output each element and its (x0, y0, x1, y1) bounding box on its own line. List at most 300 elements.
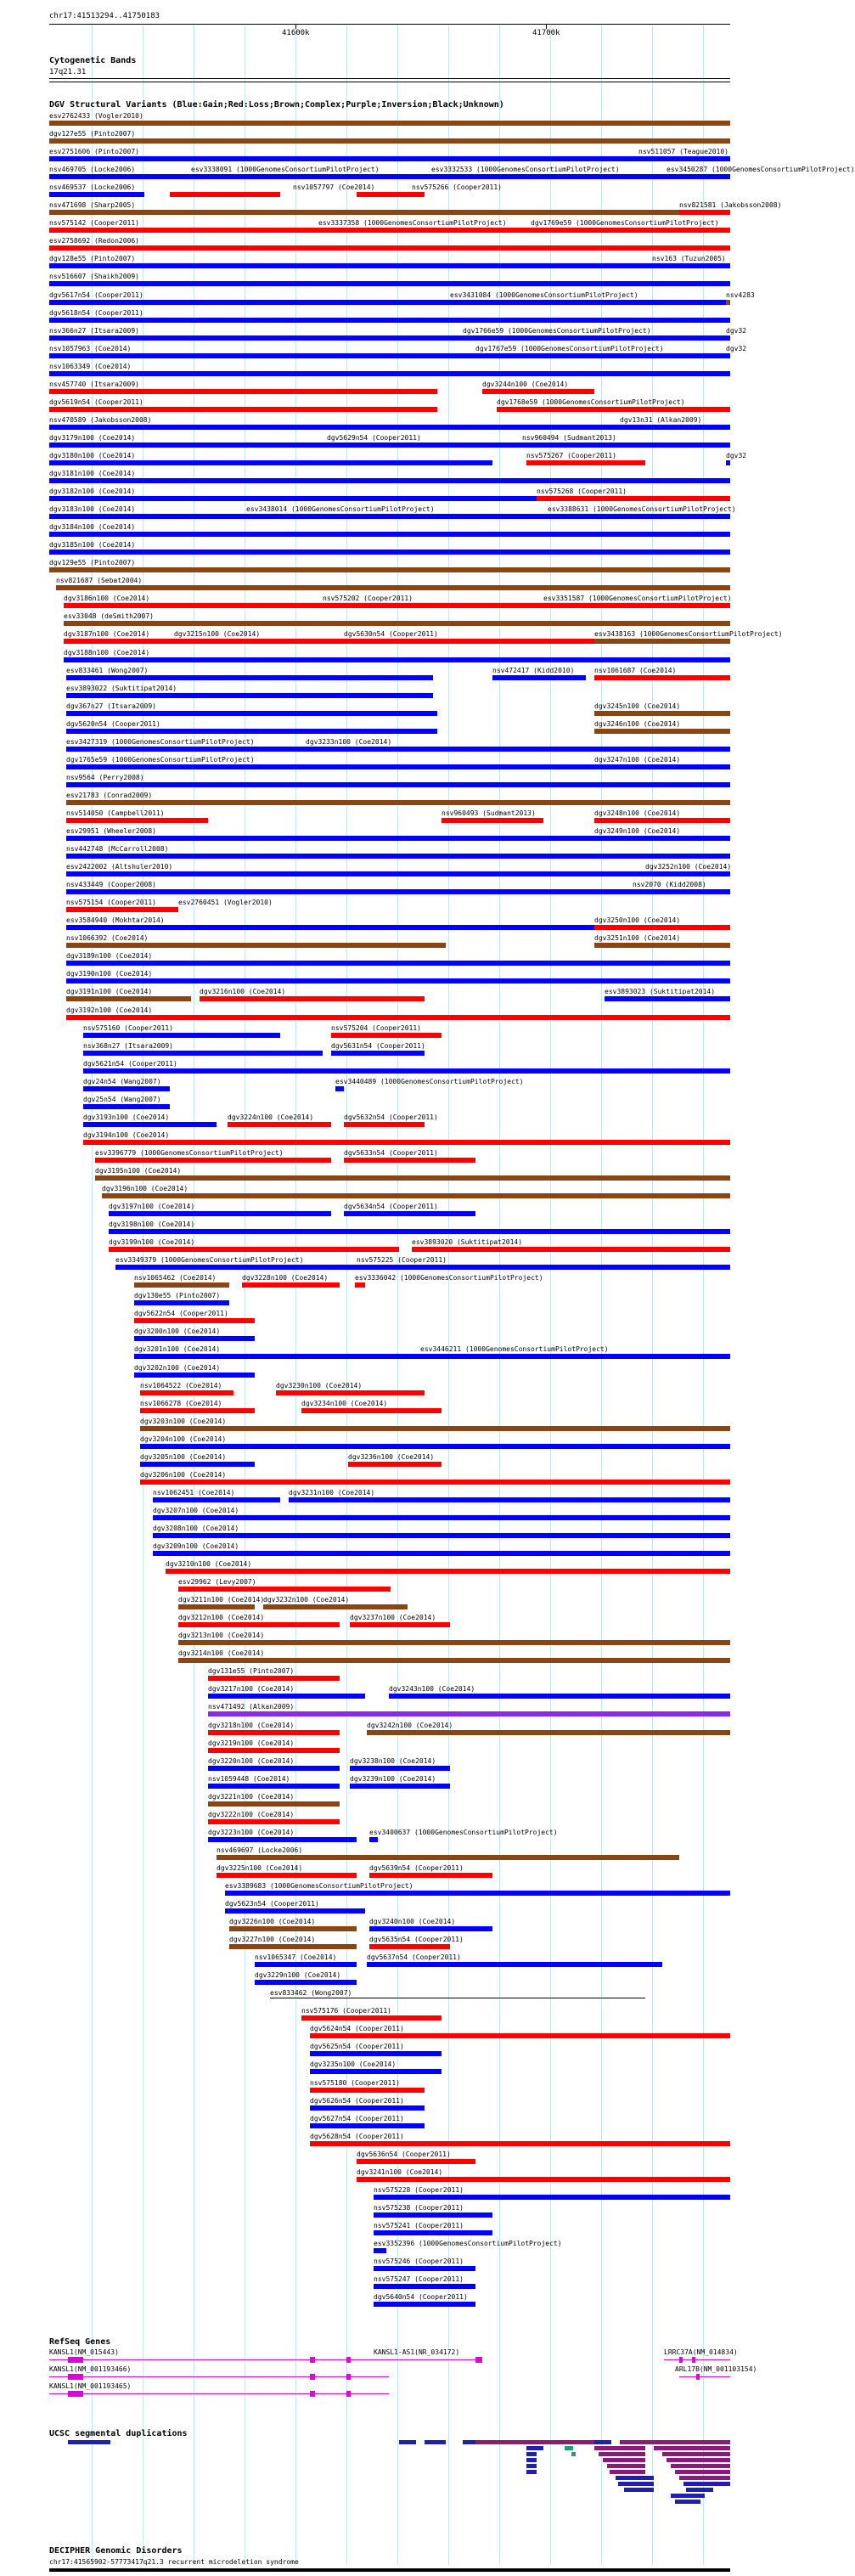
variant-bar[interactable] (140, 1444, 730, 1449)
variant-bar[interactable] (374, 2302, 475, 2307)
variant-label[interactable]: dgv3235n100 (Coe2014) (310, 2060, 397, 2068)
variant-bar[interactable] (310, 2088, 425, 2093)
variant-label[interactable]: dgv3208n100 (Coe2014) (153, 1525, 239, 1532)
variant-bar[interactable] (420, 1354, 433, 1359)
variant-bar[interactable] (369, 1873, 492, 1878)
variant-label[interactable]: dgv3180n100 (Coe2014) (49, 452, 136, 459)
variant-label[interactable]: dgv3207n100 (Coe2014) (153, 1507, 239, 1514)
variant-label[interactable]: nsv575202 (Cooper2011) (323, 595, 413, 602)
variant-label[interactable]: nsv4283 (726, 291, 755, 299)
gene-line[interactable] (664, 2359, 730, 2360)
variant-label[interactable]: nsv575228 (Cooper2011) (374, 2186, 464, 2194)
variant-label[interactable]: nsv960494 (Sudmant2013) (522, 434, 616, 442)
variant-bar[interactable] (594, 729, 730, 734)
variant-label[interactable]: dgv3222n100 (Coe2014) (208, 1811, 295, 1818)
variant-bar[interactable] (327, 442, 425, 448)
variant-label[interactable]: nsv575176 (Cooper2011) (301, 2007, 391, 2015)
variant-label[interactable]: esv3396779 (1000GenomesConsortiumPilotProject) (95, 1149, 284, 1157)
variant-bar[interactable] (208, 1801, 340, 1807)
variant-label[interactable]: dgv3210n100 (Coe2014) (166, 1560, 252, 1568)
variant-bar[interactable] (208, 1766, 340, 1771)
variant-bar[interactable] (64, 657, 730, 662)
gene-label[interactable]: KANSL1-AS1(NR_034172) (374, 2348, 460, 2356)
variant-bar[interactable] (49, 550, 730, 555)
variant-bar[interactable] (664, 174, 730, 179)
variant-label[interactable]: nsv471698 (Sharp2005) (49, 201, 136, 209)
cytoband-line[interactable] (49, 78, 730, 79)
segdup-block[interactable] (526, 2470, 537, 2474)
variant-label[interactable]: dgv130e55 (Pinto2007) (134, 1292, 221, 1299)
variant-bar[interactable] (49, 318, 730, 323)
variant-bar[interactable] (344, 1122, 425, 1127)
variant-label[interactable]: dgv3242n100 (Coe2014) (367, 1722, 453, 1729)
variant-label[interactable]: nsv1065462 (Coe2014) (134, 1274, 217, 1282)
variant-label[interactable]: dgv3251n100 (Coe2014) (594, 934, 681, 942)
variant-bar[interactable] (310, 2141, 730, 2146)
variant-label[interactable]: dgv3205n100 (Coe2014) (140, 1453, 227, 1461)
variant-label[interactable]: nsv1061687 (Coe2014) (594, 667, 677, 674)
variant-label[interactable]: dgv3223n100 (Coe2014) (208, 1829, 295, 1836)
variant-label[interactable]: nsv575266 (Cooper2011) (412, 183, 502, 191)
variant-bar[interactable] (49, 478, 730, 483)
variant-bar[interactable] (331, 1033, 442, 1038)
variant-label[interactable]: nsv442748 (McCarroll2008) (66, 845, 169, 853)
variant-bar[interactable] (208, 1694, 365, 1699)
variant-bar[interactable] (526, 460, 645, 465)
variant-label[interactable]: dgv5626n54 (Cooper2011) (310, 2097, 404, 2105)
variant-bar[interactable] (374, 2195, 730, 2200)
gene-line[interactable] (49, 2359, 482, 2360)
variant-label[interactable]: esv3893020 (Suktitipat2014) (412, 1238, 523, 1246)
variant-label[interactable]: nsv2070 (Kidd2008) (633, 881, 706, 888)
variant-label[interactable]: nsv1057963 (Coe2014) (49, 345, 132, 352)
segdup-block[interactable] (594, 2440, 611, 2444)
variant-label[interactable]: esv3336042 (1000GenomesConsortiumPilotProject) (355, 1274, 543, 1282)
variant-label[interactable]: dgv25n54 (Wang2007) (83, 1096, 161, 1103)
variant-bar[interactable] (548, 514, 560, 519)
gene-line[interactable] (49, 2393, 389, 2394)
variant-bar[interactable] (83, 1068, 730, 1074)
variant-label[interactable]: nsv960493 (Sudmant2013) (442, 809, 536, 817)
variant-label[interactable]: esv29951 (Wheeler2008) (66, 827, 156, 835)
variant-label[interactable]: dgv1765e59 (1000GenomesConsortiumPilotProject) (66, 756, 255, 764)
variant-label[interactable]: nsv1065347 (Coe2014) (255, 1953, 337, 1961)
variant-bar[interactable] (66, 943, 446, 948)
variant-bar[interactable] (83, 1033, 280, 1038)
segdup-block[interactable] (599, 2452, 645, 2456)
variant-bar[interactable] (208, 1819, 340, 1824)
variant-bar[interactable] (208, 1676, 340, 1681)
variant-bar[interactable] (344, 1158, 475, 1163)
variant-label[interactable]: esv2758692 (Redon2006) (49, 237, 139, 245)
variant-bar[interactable] (166, 1569, 730, 1574)
variant-label[interactable]: dgv3206n100 (Coe2014) (140, 1471, 227, 1479)
variant-bar[interactable] (225, 1891, 730, 1896)
variant-bar[interactable] (229, 1926, 357, 1931)
variant-label[interactable]: dgv3247n100 (Coe2014) (594, 756, 681, 764)
variant-label[interactable]: nsv163 (Tuzun2005) (652, 255, 726, 262)
variant-label[interactable]: dgv128e55 (Pinto2007) (49, 255, 136, 262)
variant-bar[interactable] (49, 532, 730, 537)
variant-label[interactable]: dgv3244n100 (Coe2014) (482, 380, 569, 388)
variant-label[interactable]: dgv3227n100 (Coe2014) (229, 1936, 316, 1943)
variant-bar[interactable] (463, 335, 730, 341)
variant-bar[interactable] (83, 1122, 217, 1127)
variant-label[interactable]: nsv821687 (Sebat2004) (56, 577, 143, 584)
variant-label[interactable]: dgv3248n100 (Coe2014) (594, 809, 681, 817)
decipher-bar[interactable] (49, 2568, 730, 2572)
variant-bar[interactable] (301, 1408, 442, 1413)
variant-bar[interactable] (350, 1784, 450, 1789)
variant-label[interactable]: dgv5631n54 (Cooper2011) (331, 1042, 425, 1050)
variant-label[interactable]: esv3431084 (1000GenomesConsortiumPilotProject) (450, 291, 638, 299)
variant-label[interactable]: nsv1063349 (Coe2014) (49, 363, 132, 370)
variant-label[interactable]: dgv3221n100 (Coe2014) (208, 1793, 295, 1801)
variant-label[interactable]: nsv433449 (Cooper2008) (66, 881, 156, 888)
variant-bar[interactable] (83, 1140, 730, 1145)
variant-bar[interactable] (49, 138, 730, 144)
variant-bar[interactable] (153, 1551, 730, 1556)
variant-label[interactable]: dgv3202n100 (Coe2014) (134, 1364, 221, 1372)
variant-label[interactable]: dgv3209n100 (Coe2014) (153, 1542, 239, 1550)
variant-label[interactable]: dgv24n54 (Wang2007) (83, 1078, 161, 1085)
variant-label[interactable]: dgv5635n54 (Cooper2011) (369, 1936, 464, 1943)
variant-label[interactable]: dgv5636n54 (Cooper2011) (357, 2150, 451, 2158)
variant-label[interactable]: esv2760451 (Vogler2010) (178, 899, 273, 906)
segdup-block[interactable] (463, 2440, 475, 2444)
variant-label[interactable]: dgv3216n100 (Coe2014) (200, 988, 286, 995)
variant-label[interactable]: dgv3239n100 (Coe2014) (350, 1775, 436, 1783)
variant-bar[interactable] (66, 978, 730, 984)
variant-label[interactable]: esv3427319 (1000GenomesConsortiumPilotProject) (66, 738, 255, 746)
variant-bar[interactable] (633, 889, 730, 894)
variant-label[interactable]: dgv3187n100 (Coe2014) (64, 630, 150, 638)
variant-label[interactable]: dgv3200n100 (Coe2014) (134, 1327, 221, 1335)
variant-bar[interactable] (594, 639, 730, 644)
variant-bar[interactable] (66, 711, 437, 716)
variant-label[interactable]: dgv5629n54 (Cooper2011) (327, 434, 421, 442)
variant-label[interactable]: dgv3188n100 (Coe2014) (64, 649, 150, 657)
variant-bar[interactable] (140, 1426, 730, 1431)
variant-bar[interactable] (348, 1462, 442, 1467)
variant-bar[interactable] (475, 353, 730, 358)
variant-bar[interactable] (374, 2230, 492, 2235)
variant-bar[interactable] (344, 1211, 475, 1216)
variant-label[interactable]: nsv575154 (Cooper2011) (66, 899, 156, 906)
variant-label[interactable]: nsv470589 (Jakobsson2008) (49, 416, 152, 424)
variant-bar[interactable] (83, 1086, 170, 1091)
variant-label[interactable]: esv3440489 (1000GenomesConsortiumPilotProject) (335, 1078, 524, 1085)
variant-bar[interactable] (594, 675, 730, 680)
variant-bar[interactable] (178, 1587, 391, 1592)
variant-bar[interactable] (66, 675, 433, 680)
variant-bar[interactable] (49, 263, 730, 268)
variant-bar[interactable] (115, 1265, 357, 1270)
variant-label[interactable]: dgv3245n100 (Coe2014) (594, 702, 681, 710)
variant-bar[interactable] (289, 1497, 730, 1502)
variant-bar[interactable] (350, 1622, 450, 1627)
variant-bar[interactable] (49, 514, 730, 519)
variant-label[interactable]: nsv575268 (Cooper2011) (537, 488, 627, 495)
segdup-block[interactable] (565, 2446, 573, 2450)
variant-bar[interactable] (109, 1247, 399, 1252)
variant-label[interactable]: esv3337358 (1000GenomesConsortiumPilotProject) (318, 219, 507, 227)
variant-bar[interactable] (429, 174, 442, 179)
variant-bar[interactable] (246, 514, 255, 519)
variant-bar[interactable] (66, 693, 433, 698)
variant-bar[interactable] (208, 1784, 340, 1789)
variant-label[interactable]: dgv3232n100 (Coe2014) (263, 1596, 350, 1604)
variant-label[interactable]: esv2762433 (Vogler2010) (49, 112, 143, 120)
variant-bar[interactable] (594, 943, 730, 948)
variant-label[interactable]: dgv3225n100 (Coe2014) (217, 1864, 303, 1872)
variant-label[interactable]: nsv575225 (Cooper2011) (357, 1256, 447, 1264)
variant-label[interactable]: esv3388631 (1000GenomesConsortiumPilotProject) (548, 505, 736, 513)
segdup-block[interactable] (618, 2482, 654, 2486)
variant-label[interactable]: dgv3193n100 (Coe2014) (83, 1113, 170, 1121)
variant-label[interactable]: dgv3179n100 (Coe2014) (49, 434, 136, 442)
variant-bar[interactable] (187, 174, 192, 179)
variant-bar[interactable] (49, 389, 437, 394)
segdup-block[interactable] (675, 2470, 730, 2474)
variant-label[interactable]: nsv575204 (Cooper2011) (331, 1024, 421, 1032)
variant-bar[interactable] (49, 407, 437, 412)
variant-label[interactable]: dgv13n31 (Alkan2009) (620, 416, 702, 424)
segdup-block[interactable] (667, 2458, 730, 2462)
variant-label[interactable]: dgv5621n54 (Cooper2011) (83, 1060, 177, 1068)
variant-label[interactable]: esv21783 (Conrad2009) (66, 792, 153, 799)
variant-bar[interactable] (140, 1462, 255, 1467)
variant-label[interactable]: dgv5618n54 (Cooper2011) (49, 309, 143, 317)
variant-bar[interactable] (389, 1694, 730, 1699)
variant-bar[interactable] (134, 1318, 255, 1323)
variant-bar[interactable] (543, 603, 730, 608)
variant-label[interactable]: nsv471492 (Alkan2009) (208, 1703, 295, 1711)
variant-bar[interactable] (83, 1051, 323, 1056)
variant-bar[interactable] (620, 425, 696, 430)
segdup-block[interactable] (425, 2440, 446, 2444)
variant-label[interactable]: dgv3219n100 (Coe2014) (208, 1739, 295, 1747)
variant-bar[interactable] (66, 961, 730, 966)
variant-bar[interactable] (178, 1622, 340, 1627)
variant-bar[interactable] (174, 639, 297, 644)
variant-label[interactable]: nsv1059448 (Coe2014) (208, 1775, 290, 1783)
variant-bar[interactable] (310, 2051, 442, 2056)
variant-bar[interactable] (492, 675, 586, 680)
variant-label[interactable]: dgv3195n100 (Coe2014) (95, 1167, 182, 1175)
variant-label[interactable]: dgv5632n54 (Cooper2011) (344, 1113, 438, 1121)
variant-bar[interactable] (95, 1175, 730, 1181)
segdup-block[interactable] (603, 2458, 645, 2462)
variant-label[interactable]: dgv3204n100 (Coe2014) (140, 1435, 227, 1443)
variant-label[interactable]: nsv1066278 (Coe2014) (140, 1400, 222, 1407)
variant-label[interactable]: dgv3192n100 (Coe2014) (66, 1006, 153, 1014)
variant-bar[interactable] (679, 210, 730, 215)
decipher-item[interactable]: chr17:41565902-57773417q21.3 recurrent microdeletion syndrome (49, 2558, 299, 2566)
variant-label[interactable]: dgv5627n54 (Cooper2011) (310, 2115, 404, 2122)
variant-label[interactable]: nsv511057 (Teague2010) (638, 148, 728, 155)
variant-bar[interactable] (374, 2248, 386, 2253)
variant-label[interactable]: dgv5639n54 (Cooper2011) (369, 1864, 464, 1872)
variant-bar[interactable] (208, 1837, 357, 1842)
variant-label[interactable]: dgv3238n100 (Coe2014) (350, 1757, 436, 1765)
variant-label[interactable]: esv3351587 (1000GenomesConsortiumPilotProject) (543, 595, 732, 602)
variant-label[interactable]: dgv3237n100 (Coe2014) (350, 1614, 436, 1621)
variant-bar[interactable] (357, 192, 425, 197)
variant-bar[interactable] (374, 2266, 475, 2271)
variant-bar[interactable] (442, 818, 543, 823)
variant-label[interactable]: dgv5625n54 (Cooper2011) (310, 2043, 404, 2050)
variant-bar[interactable] (217, 1873, 357, 1878)
variant-bar[interactable] (66, 871, 730, 877)
variant-bar[interactable] (357, 2177, 730, 2182)
variant-bar[interactable] (178, 1640, 730, 1645)
variant-label[interactable]: esv833461 (Wong2007) (66, 667, 149, 674)
segdup-block[interactable] (620, 2440, 730, 2444)
variant-bar[interactable] (134, 1336, 255, 1341)
variant-bar[interactable] (66, 729, 437, 734)
variant-bar[interactable] (140, 1408, 255, 1413)
segdup-block[interactable] (594, 2446, 645, 2450)
gene-label[interactable]: KANSL1(NM_001193466) (49, 2365, 132, 2373)
segdup-block[interactable] (671, 2494, 705, 2498)
variant-bar[interactable] (344, 639, 475, 644)
variant-bar[interactable] (263, 1604, 408, 1609)
variant-bar[interactable] (594, 925, 730, 930)
variant-bar[interactable] (255, 1980, 357, 1985)
variant-bar[interactable] (350, 1766, 450, 1771)
variant-bar[interactable] (109, 1229, 730, 1234)
variant-label[interactable]: dgv3220n100 (Coe2014) (208, 1757, 295, 1765)
variant-label[interactable]: esv3389683 (1000GenomesConsortiumPilotProject) (225, 1882, 413, 1890)
variant-bar[interactable] (64, 621, 730, 626)
segdup-block[interactable] (683, 2482, 730, 2486)
variant-label[interactable]: esv3446211 (1000GenomesConsortiumPilotProject) (420, 1345, 609, 1353)
variant-label[interactable]: nsv368n27 (Itsara2009) (83, 1042, 173, 1050)
variant-label[interactable]: nsv514050 (Campbell2011) (66, 809, 165, 817)
variant-label[interactable]: dgv3214n100 (Coe2014) (178, 1649, 265, 1657)
variant-bar[interactable] (645, 871, 730, 877)
segdup-block[interactable] (526, 2464, 537, 2468)
variant-label[interactable]: dgv3194n100 (Coe2014) (83, 1131, 170, 1139)
variant-label[interactable]: dgv3218n100 (Coe2014) (208, 1722, 295, 1729)
variant-label[interactable]: dgv129e55 (Pinto2007) (49, 559, 136, 566)
segdup-block[interactable] (654, 2446, 730, 2450)
variant-label[interactable]: dgv3231n100 (Coe2014) (289, 1489, 375, 1497)
segdup-block[interactable] (671, 2464, 730, 2468)
variant-label[interactable]: esv3352396 (1000GenomesConsortiumPilotProject) (374, 2240, 562, 2247)
variant-bar[interactable] (229, 1944, 357, 1949)
variant-bar[interactable] (367, 1730, 730, 1735)
variant-label[interactable]: dgv1768e59 (1000GenomesConsortiumPilotProject) (497, 398, 685, 406)
variant-bar[interactable] (66, 907, 178, 912)
variant-bar[interactable] (208, 1730, 340, 1735)
variant-label[interactable]: esv3450287 (1000GenomesConsortiumPilotProject) (667, 166, 855, 173)
variant-label[interactable]: esv3332533 (1000GenomesConsortiumPilotProject) (431, 166, 620, 173)
variant-bar[interactable] (140, 1390, 233, 1395)
variant-label[interactable]: dgv3198n100 (Coe2014) (109, 1220, 195, 1228)
variant-label[interactable]: dgv3228n100 (Coe2014) (242, 1274, 329, 1282)
variant-bar[interactable] (66, 818, 208, 823)
variant-label[interactable]: dgv3229n100 (Coe2014) (255, 1971, 341, 1979)
segdup-block[interactable] (686, 2488, 713, 2492)
variant-label[interactable]: esv2751606 (Pinto2007) (49, 148, 139, 155)
variant-bar[interactable] (605, 996, 730, 1001)
variant-bar[interactable] (49, 245, 730, 251)
variant-label[interactable]: nsv472417 (Kidd2010) (492, 667, 575, 674)
variant-label[interactable]: esv3438014 (1000GenomesConsortiumPilotProject) (246, 505, 435, 513)
variant-bar[interactable] (374, 2284, 475, 2289)
segdup-block[interactable] (526, 2452, 537, 2456)
variant-label[interactable]: nsv821581 (Jakobsson2008) (679, 201, 782, 209)
variant-bar[interactable] (594, 764, 730, 769)
variant-label[interactable]: dgv3185n100 (Coe2014) (49, 541, 136, 549)
variant-bar[interactable] (522, 442, 662, 448)
variant-bar[interactable] (49, 371, 730, 376)
variant-bar[interactable] (369, 1926, 492, 1931)
variant-label[interactable]: nsv575238 (Cooper2011) (374, 2204, 464, 2212)
variant-label[interactable]: dgv3215n100 (Coe2014) (174, 630, 261, 638)
variant-label[interactable]: esv833462 (Wong2007) (270, 1989, 352, 1997)
segdup-block[interactable] (675, 2500, 700, 2504)
variant-bar[interactable] (594, 818, 730, 823)
variant-bar[interactable] (109, 1211, 331, 1216)
variant-label[interactable]: dgv3197n100 (Coe2014) (109, 1203, 195, 1210)
variant-label[interactable]: dgv5630n54 (Cooper2011) (344, 630, 438, 638)
variant-label[interactable]: esv33048 (deSmith2007) (64, 612, 154, 620)
variant-label[interactable]: nsv1064522 (Coe2014) (140, 1382, 222, 1389)
variant-bar[interactable] (369, 1837, 378, 1842)
gene-line[interactable] (49, 2376, 389, 2377)
variant-bar[interactable] (726, 460, 730, 465)
variant-bar[interactable] (49, 121, 730, 126)
gene-label[interactable]: LRRC37A(NM_014834) (664, 2348, 738, 2356)
variant-bar[interactable] (310, 2033, 730, 2038)
variant-label[interactable]: esv2422002 (Altshuler2010) (66, 863, 173, 871)
variant-label[interactable]: dgv3183n100 (Coe2014) (49, 505, 136, 513)
variant-bar[interactable] (310, 2123, 425, 2128)
variant-label[interactable]: nsv575241 (Cooper2011) (374, 2222, 464, 2229)
gene-label[interactable]: ARL17B(NM_001103154) (675, 2365, 757, 2373)
variant-bar[interactable] (83, 1104, 170, 1109)
variant-label[interactable]: dgv3189n100 (Coe2014) (66, 952, 153, 960)
variant-label[interactable]: dgv3236n100 (Coe2014) (348, 1453, 435, 1461)
segdup-block[interactable] (475, 2440, 594, 2444)
segdup-block[interactable] (571, 2452, 576, 2456)
variant-bar[interactable] (66, 889, 730, 894)
variant-bar[interactable] (49, 156, 730, 161)
variant-label[interactable]: dgv5633n54 (Cooper2011) (344, 1149, 438, 1157)
variant-bar[interactable] (49, 460, 492, 465)
variant-label[interactable]: dgv5619n54 (Cooper2011) (49, 398, 143, 406)
variant-bar[interactable] (310, 2105, 425, 2111)
variant-label[interactable]: dgv5624n54 (Cooper2011) (310, 2025, 404, 2032)
variant-label[interactable]: esv3584940 (Mokhtar2014) (66, 916, 165, 924)
variant-bar[interactable] (537, 496, 730, 501)
variant-label[interactable]: dgv5620n54 (Cooper2011) (66, 720, 160, 728)
variant-bar[interactable] (153, 1533, 730, 1538)
variant-label[interactable]: dgv3186n100 (Coe2014) (64, 595, 150, 602)
variant-bar[interactable] (331, 1051, 425, 1056)
variant-label[interactable]: dgv3240n100 (Coe2014) (369, 1918, 456, 1925)
variant-bar[interactable] (497, 407, 730, 412)
variant-label[interactable]: dgv3190n100 (Coe2014) (66, 970, 153, 978)
variant-label[interactable]: dgv3241n100 (Coe2014) (357, 2168, 443, 2176)
variant-bar[interactable] (95, 1158, 331, 1163)
variant-label[interactable]: dgv1769e59 (1000GenomesConsortiumPilotProject) (531, 219, 719, 227)
gene-label[interactable]: KANSL1(NM_015443) (49, 2348, 119, 2356)
variant-bar[interactable] (208, 1711, 730, 1716)
